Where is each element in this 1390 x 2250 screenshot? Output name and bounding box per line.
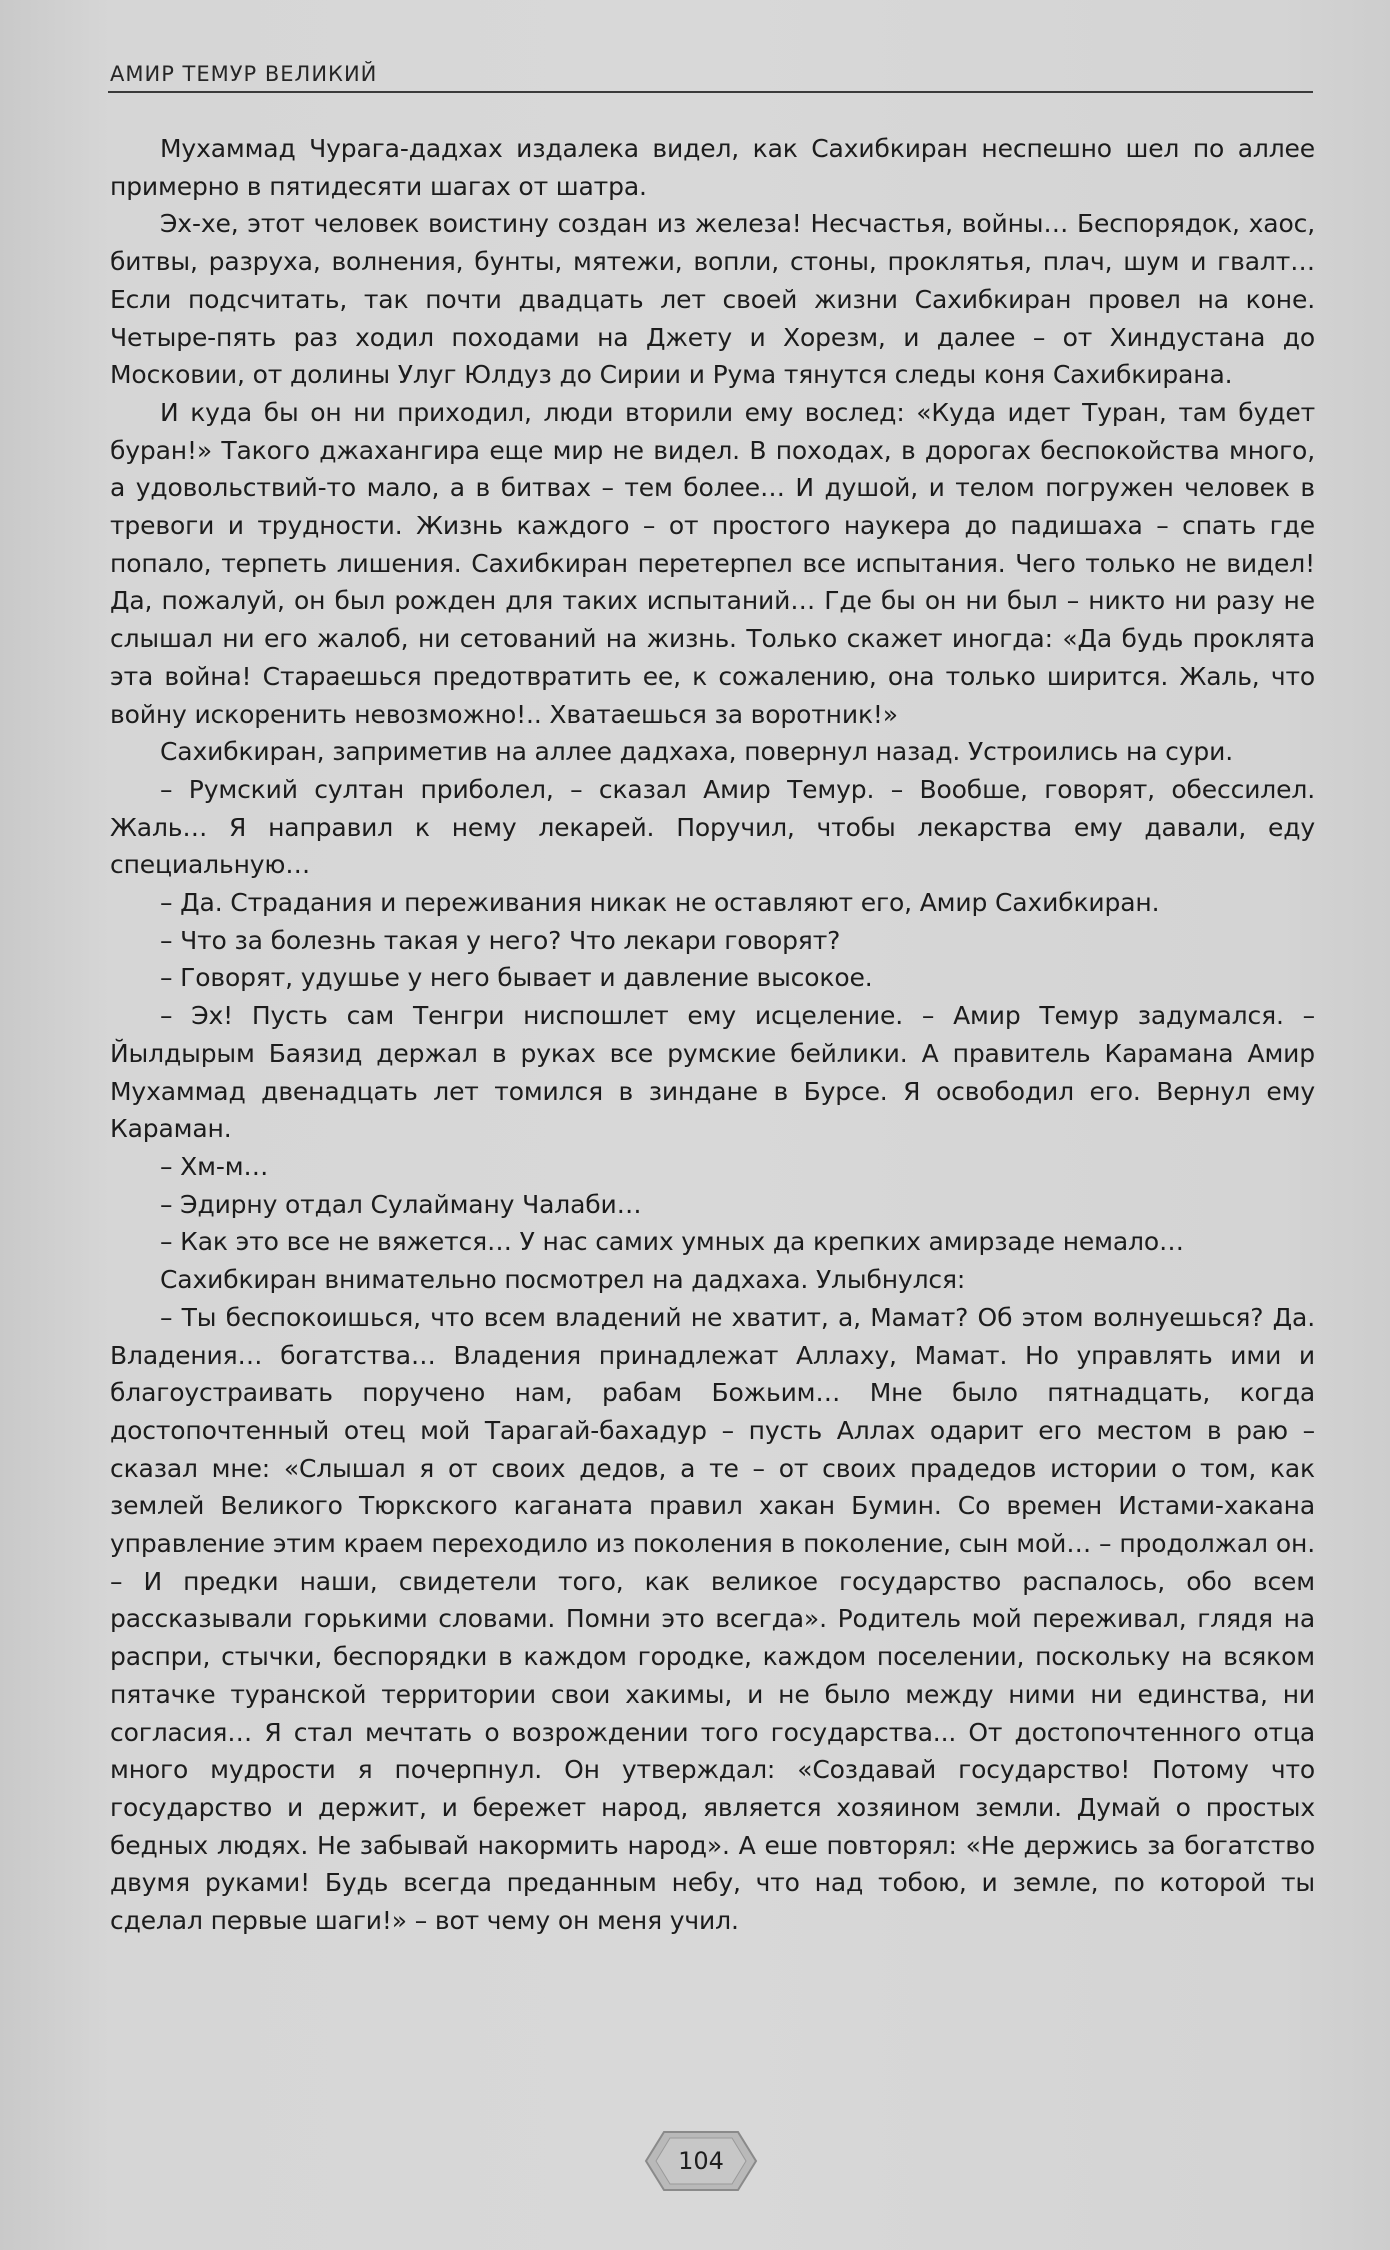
dialogue-line: – Как это все не вяжется… У нас самих умных да крепких амирзаде немало… bbox=[160, 1227, 1184, 1257]
running-head: АМИР ТЕМУР ВЕЛИКИЙ bbox=[110, 62, 378, 86]
dialogue-line: – Эдирну отдал Сулайману Чалаби… bbox=[160, 1189, 642, 1219]
paragraph: Эх-хе, этот человек воистину создан из железа! Несчастья, войны… Беспорядок, хаос, битвы, разруха, волнения, бунты, мятежи, вопли, стоны, проклятья, плач, шум и гвалт… Если подсчитать, так почти двадцать лет своей жизни Сахибкиран провел на коне. Четыре-пять раз ходил походами на Джету и Хорезм, и далее – от Хиндустана до Московии, от долины Улуг Юлдуз до Сирии и Рума тянутся следы коня Сахибкирана. bbox=[110, 209, 1315, 390]
body-text bbox=[110, 130, 1315, 1940]
paragraph: Сахибкиран, заприметив на аллее дадхаха, повернул назад. Устроились на сури. bbox=[160, 737, 1233, 767]
paragraph: И куда бы он ни приходил, люди вторили ему вослед: «Куда идет Туран, там будет буран!» Такого джахангира еще мир не видел. В походах, в дорогах беспокойства много, а удовольствий-то мало, а в битвах – тем более… И душой, и телом погружен человек в тревоги и трудности. Жизнь каждого – от простого наукера до падишаха – спать где попало, терпеть лишения. Сахибкиран перетерпел все испытания. Чего только не видел! Да, пожалуй, он был рожден для таких испытаний… Где бы он ни был – никто ни разу не слышал ни его жалоб, ни сетований на жизнь. Только скажет иногда: «Да будь проклята эта война! Стараешься предотвратить ее, к сожалению, она только ширится. Жаль, что войну искоренить невозможно!.. Хватаешься за воротник!» bbox=[110, 397, 1315, 729]
paragraph: Сахибкиран внимательно посмотрел на дадхаха. Улыбнулся: bbox=[160, 1265, 966, 1295]
page-number: 104 bbox=[678, 2147, 724, 2175]
paragraph: Мухаммад Чурага-дадхах издалека видел, как Сахибкиран неспешно шел по аллее примерно в пятидесяти шагах от шатра. bbox=[110, 134, 1315, 201]
header-rule bbox=[108, 91, 1313, 93]
dialogue-line: – Румский султан приболел, – сказал Амир Темур. – Вообше, говорят, обессилел. Жаль… Я направил к нему лекарей. Поручил, чтобы лекарства ему давали, еду специальную… bbox=[110, 774, 1315, 880]
dialogue-line: – Хм-м… bbox=[160, 1151, 269, 1181]
dialogue-line: – Да. Страдания и переживания никак не оставляют его, Амир Сахибкиран. bbox=[160, 888, 1160, 918]
dialogue-line: – Ты беспокоишься, что всем владений не хватит, а, Мамат? Об этом волнуешься? Да. Владения… богатства… Владения принадлежат Аллаху, Мамат. Но управлять ими и благоустраивать поручено нам, рабам Божьим… Мне было пятнадцать, когда достопочтенный отец мой Тарагай-бахадур – пусть Аллах одарит его местом в раю – сказал мне: «Слышал я от своих дедов, а те – от своих прадедов истории о том, как землей Великого Тюркского каганата правил хакан Бумин. Со времен Истами-хакана управление этим краем переходило из поколения в поколение, сын мой… – продолжал он. – И предки наши, свидетели того, как великое государство распалось, обо всем рассказывали горькими словами. Помни это всегда». Родитель мой переживал, глядя на распри, стычки, беспорядки в каждом городке, каждом поселении, поскольку на всяком пятачке туранской территории свои хакимы, и не было между ними ни единства, ни согласия… Я стал мечтать о возрождении того государства... От достопочтенного отца много мудрости я почерпнул. Он утверждал: «Создавай государство! Потому что государство и держит, и бережет народ, является хозяином земли. Думай о простых бедных людях. Не забывай накормить народ». А еше повторял: «Не держись за богатство двумя руками! Будь всегда преданным небу, что над тобою, и земле, по которой ты сделал первые шаги!» – вот чему он меня учил. bbox=[110, 1302, 1315, 1936]
dialogue-line: – Эх! Пусть сам Тенгри ниспошлет ему исцеление. – Амир Темур задумался. – Йылдырым Баязид держал в руках все румские бейлики. А правитель Карамана Амир Мухаммад двенадцать лет томился в зиндане в Бурсе. Я освободил его. Вернул ему Караман. bbox=[110, 1001, 1315, 1144]
page-number-ornament bbox=[642, 2128, 760, 2194]
dialogue-line: – Что за болезнь такая у него? Что лекари говорят? bbox=[160, 925, 841, 955]
dialogue-line: – Говорят, удушье у него бывает и давление высокое. bbox=[160, 963, 873, 993]
